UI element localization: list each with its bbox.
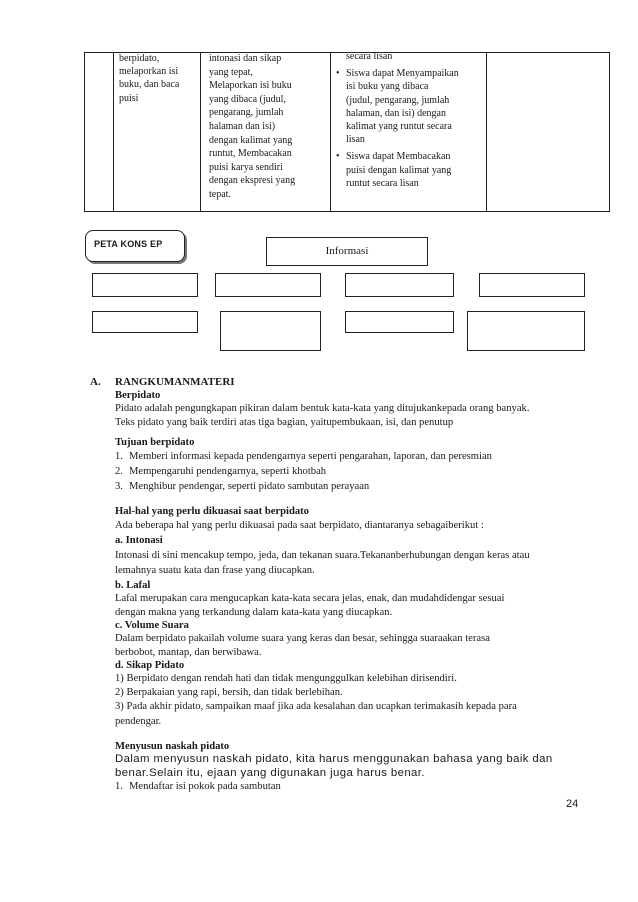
table-divider — [113, 53, 114, 211]
list-item — [115, 781, 281, 792]
table-divider — [486, 53, 487, 211]
cell-line: buku, dan baca — [119, 79, 180, 91]
sikap-heading: d. Sikap Pidato — [115, 660, 185, 671]
cell-line: isi buku yang dibaca — [346, 81, 429, 93]
table-divider — [200, 53, 201, 211]
list-number: 1. — [115, 451, 123, 462]
cell-line: halaman dan isi) — [209, 120, 276, 132]
section-letter: A. — [90, 376, 101, 388]
cell-line: (judul, pengarang, jumlah — [346, 94, 450, 106]
paragraph-line: Dalam menyusun naskah pidato, kita harus menggunakan bahasa yang baik dan — [115, 753, 553, 765]
paragraph-line: Teks pidato yang baik terdiri atas tiga bagian, yaitupembukaan, isi, dan penutup — [115, 417, 454, 428]
indicator-item — [334, 67, 459, 146]
cell-line: dengan ekspresi yang — [209, 175, 296, 187]
cell-line: runtut, Membacakan — [209, 148, 292, 160]
paragraph-line: pendengar. — [115, 716, 162, 727]
hal-heading: Hal-hal yang perlu dikuasai saat berpidato — [115, 506, 309, 517]
concept-box-label: Informasi — [325, 245, 369, 257]
paragraph-line: Pidato adalah pengungkapan pikiran dalam bentuk kata-kata yang ditujukankepada orang banyak. — [115, 403, 530, 414]
concept-box-empty — [215, 273, 321, 297]
list-number: 1. — [115, 781, 123, 792]
cell-line: puisi dengan kalimat yang — [346, 164, 452, 176]
volume-heading: c. Volume Suara — [115, 620, 189, 631]
list-item — [115, 466, 326, 477]
paragraph-line: Intonasi di sini mencakup tempo, jeda, dan tekanan suara.Tekananberhubungan dengan keras atau — [115, 550, 530, 561]
paragraph-line: berbobot, mantap, dan berwibawa. — [115, 647, 262, 658]
cell-line: pengarang, jumlah — [209, 107, 284, 119]
paragraph-line: benar.Selain itu, ejaan yang digunakan juga harus benar. — [115, 767, 425, 779]
concept-box-empty — [92, 311, 198, 333]
lafal-heading: b. Lafal — [115, 580, 151, 591]
cell-line: puisi — [119, 92, 139, 104]
paragraph-line: lemahnya suatu kata dan frase yang diucapkan. — [115, 565, 315, 576]
concept-map-label: PETA KONS EP — [94, 239, 163, 249]
cell-line: melaporkan isi — [119, 66, 179, 78]
indicator-item — [334, 150, 459, 190]
paragraph-line: dengan makna yang terkandung dalam kata-kata yang diucapkan. — [115, 607, 393, 618]
cell-line: kalimat yang runtut secara — [346, 121, 452, 133]
cell-line: puisi karya sendiri — [209, 161, 283, 173]
concept-box-empty — [479, 273, 585, 297]
cell-line: halaman, dan isi) dengan — [346, 107, 446, 119]
cell-line: dengan kalimat yang — [209, 134, 293, 146]
page-number: 24 — [566, 798, 579, 810]
list-number: 2. — [115, 466, 123, 477]
list-text: Menghibur pendengar, seperti pidato sambutan perayaan — [129, 481, 370, 492]
paragraph-line: Lafal merupakan cara mengucapkan kata-kata secara jelas, enak, dan mudahdidengar sesuai — [115, 593, 505, 604]
cell-line: tepat. — [209, 188, 231, 200]
concept-box-empty — [220, 311, 321, 351]
intonasi-heading: a. Intonasi — [115, 535, 163, 546]
concept-box-empty — [345, 273, 454, 297]
paragraph-line: 2) Berpakaian yang rapi, bersih, dan tidak berlebihan. — [115, 687, 343, 698]
list-item — [115, 481, 369, 492]
list-text: Mendaftar isi pokok pada sambutan — [129, 781, 281, 792]
tujuan-heading: Tujuan berpidato — [115, 437, 195, 448]
section-title: RANGKUMANMATERI — [115, 376, 235, 388]
paragraph-line: Ada beberapa hal yang perlu dikuasai pada saat berpidato, diantaranya sebagaiberikut : — [115, 520, 484, 531]
paragraph-line: Dalam berpidato pakailah volume suara yang keras dan besar, sehingga suaraakan terasa — [115, 633, 490, 644]
list-item — [115, 451, 492, 462]
paragraph-line: 3) Pada akhir pidato, sampaikan maaf jika ada kesalahan dan ucapkan terimakasih kepada para — [115, 701, 517, 712]
table-divider — [330, 53, 331, 211]
cell-line: • Siswa dapat Menyampaikan — [334, 67, 459, 80]
list-number: 3. — [115, 481, 123, 492]
table-cell-competency — [119, 52, 179, 105]
table-cell-material — [209, 52, 295, 202]
concept-box-informasi — [266, 237, 428, 266]
list-text: Mempengaruhi pendengarnya, seperti khotbah — [129, 466, 327, 477]
berpidato-heading: Berpidato — [115, 390, 161, 401]
table-cell-indicators — [334, 50, 459, 190]
menyusun-heading: Menyusun naskah pidato — [115, 741, 230, 752]
cell-line: intonasi dan sikap — [209, 53, 282, 64]
cell-line: berpidato, — [119, 53, 160, 64]
cell-line: yang dibaca (judul, — [209, 93, 286, 105]
cell-line: yang tepat, — [209, 66, 253, 78]
concept-box-empty — [467, 311, 585, 351]
cell-line: • Siswa dapat Membacakan — [334, 150, 459, 163]
concept-map-label-box — [85, 230, 185, 262]
concept-box-empty — [92, 273, 198, 297]
cell-line: runtut secara lisan — [346, 177, 419, 189]
cell-line: secara lisan — [346, 51, 393, 62]
paragraph-line: 1) Berpidato dengan rendah hati dan tidak mengunggulkan kelebihan dirisendiri. — [115, 673, 457, 684]
list-text: Memberi informasi kepada pendengarnya seperti pengarahan, laporan, dan peresmian — [129, 451, 492, 462]
competency-table — [84, 52, 610, 212]
cell-line: lisan — [346, 134, 365, 146]
concept-box-empty — [345, 311, 454, 333]
cell-line: Melaporkan isi buku — [209, 80, 292, 92]
